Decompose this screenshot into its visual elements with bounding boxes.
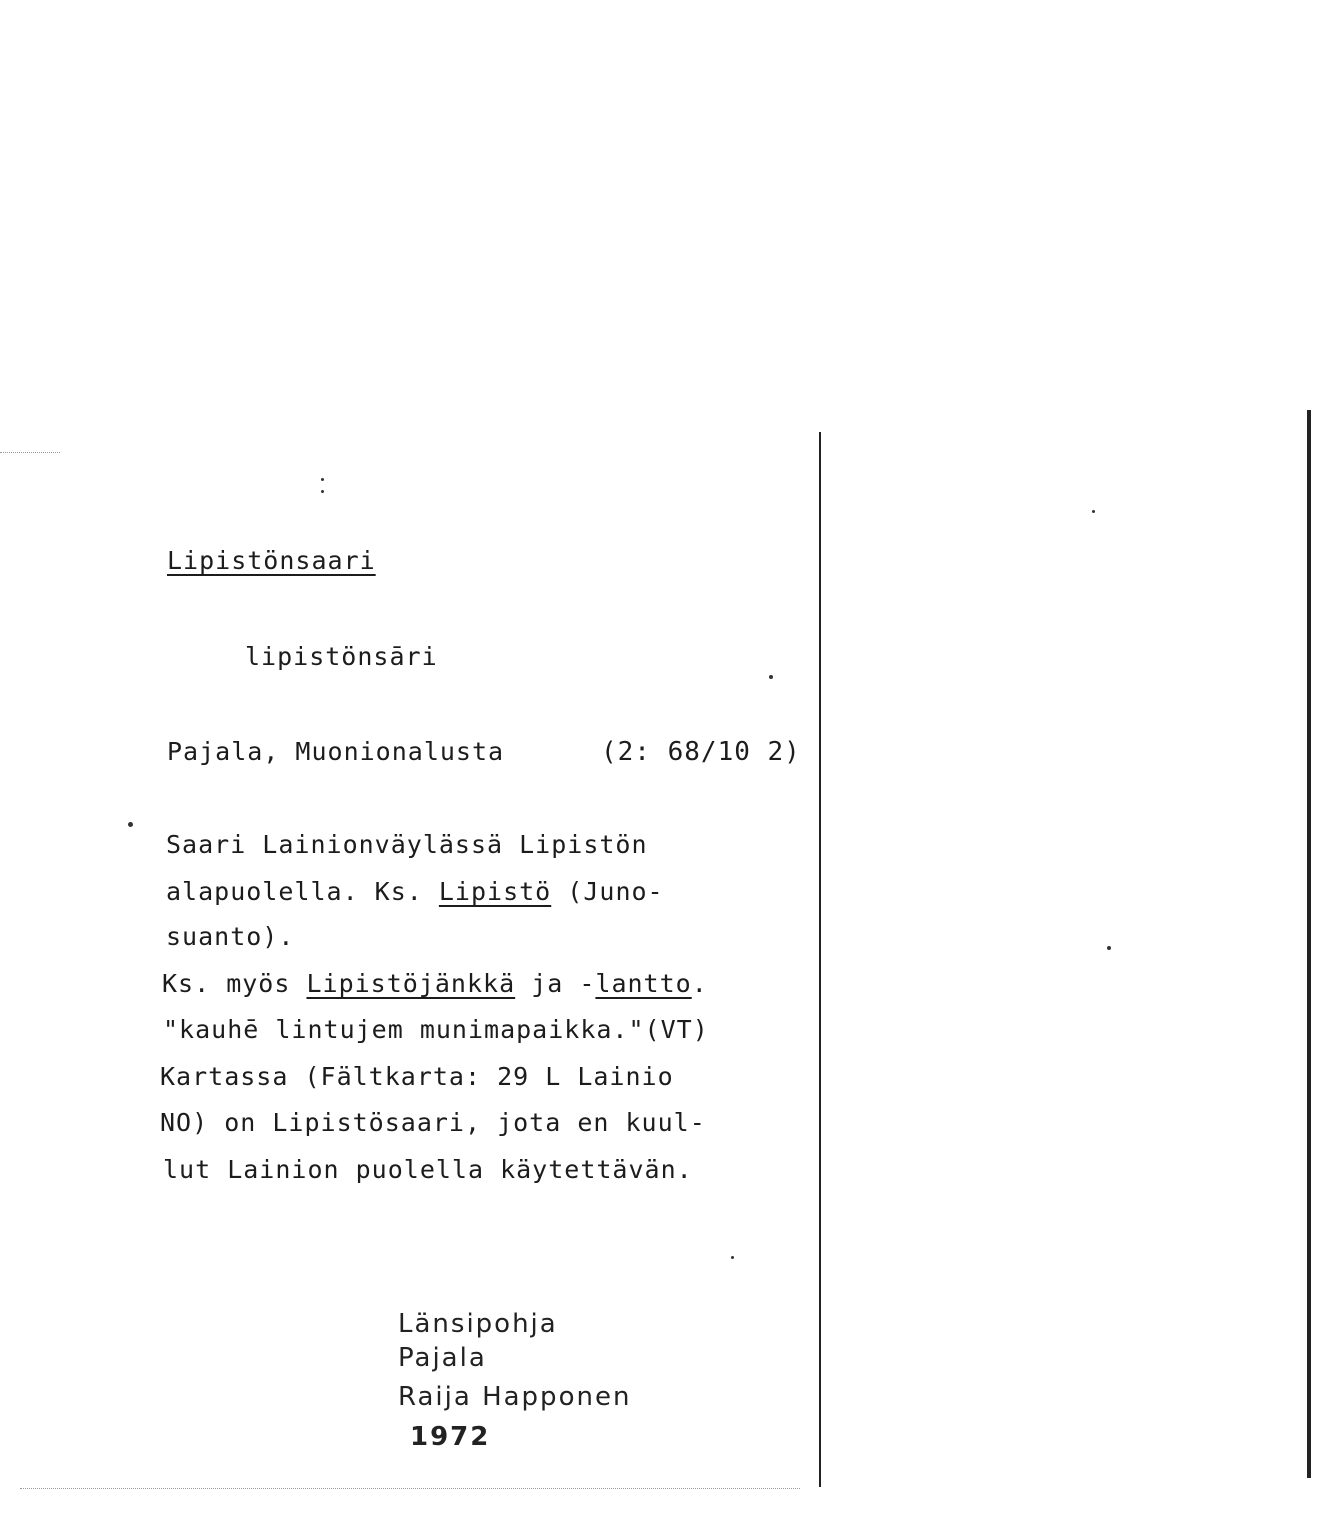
- speck: [1107, 946, 1111, 950]
- description-line: Kartassa (Fältkarta: 29 L Lainio: [160, 1062, 674, 1091]
- card-right-edge: [1307, 410, 1311, 1478]
- speck: [128, 822, 133, 827]
- cross-reference-link: Lipistö: [438, 877, 552, 906]
- stamp-collector: Raija Happonen: [398, 1382, 632, 1412]
- description-line: "kauhē lintujem munimapaikka."(VT): [163, 1015, 709, 1044]
- pronunciation: lipistönsāri: [245, 642, 438, 671]
- description-line: suanto).: [166, 922, 295, 951]
- description-line: [166, 877, 664, 906]
- stamp-region: Länsipohja: [398, 1309, 558, 1339]
- speck: [321, 478, 324, 481]
- stamp-parish: Pajala: [398, 1343, 487, 1373]
- description-line: [162, 969, 708, 998]
- cross-reference-link: lantto: [595, 969, 692, 998]
- description-line: NO) on Lipistösaari, jota en kuul-: [160, 1108, 706, 1137]
- description-text: Ks. myös: [162, 969, 307, 998]
- description-text: (Juno-: [551, 877, 664, 906]
- edge-dots: [20, 1488, 800, 1489]
- description-text: alapuolella. Ks.: [166, 877, 439, 906]
- stamp-year: 1972: [410, 1422, 491, 1452]
- speck: [731, 1256, 734, 1259]
- headword: Lipistönsaari: [167, 546, 376, 575]
- speck: [321, 490, 324, 493]
- column-divider-line: [819, 432, 821, 1487]
- cross-reference-link: Lipistöjänkkä: [306, 969, 516, 998]
- speck: [769, 675, 773, 679]
- edge-dots: [0, 452, 60, 453]
- location: Pajala, Muonionalusta: [167, 737, 505, 766]
- description-text: .: [691, 969, 708, 998]
- description-text: ja -: [515, 969, 596, 998]
- description-line: Saari Lainionväylässä Lipistön: [166, 830, 648, 859]
- reference: (2: 68/10 2): [601, 737, 801, 767]
- description-line: lut Lainion puolella käytettävän.: [163, 1155, 693, 1184]
- speck: [1092, 510, 1095, 513]
